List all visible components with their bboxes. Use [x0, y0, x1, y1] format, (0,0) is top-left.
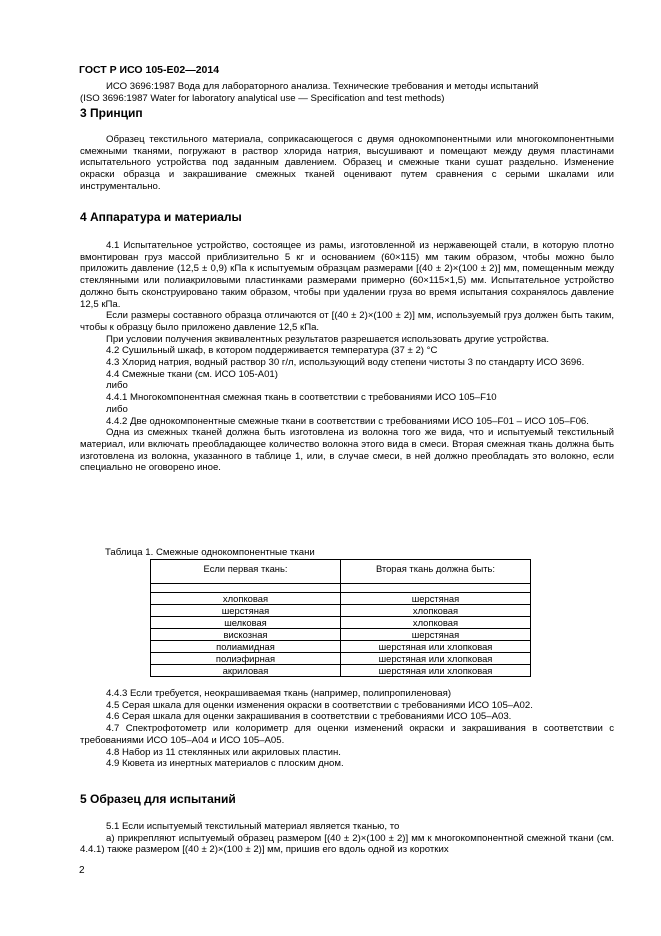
reference-line: ИСО 3696:1987 Вода для лабораторного анализа. Технические требования и методы испытаний — [106, 81, 539, 92]
table-cell: шерстяная — [341, 629, 531, 641]
table-cell: акриловая — [151, 665, 341, 677]
table-header-cell: Вторая ткань должна быть: — [341, 560, 531, 584]
table-cell: шерстяная или хлопковая — [341, 653, 531, 665]
table-row — [151, 641, 531, 653]
adjacent-fabrics-table — [150, 559, 531, 677]
table-row — [151, 653, 531, 665]
standard-header: ГОСТ Р ИСО 105-E02—2014 — [79, 64, 220, 76]
paragraph: 4.7 Спектрофотометр или колориметр для оценки изменений окраски и закрашивания в соответствии с требованиями ИСО 105–А04 и ИСО 105–А05. — [80, 723, 614, 746]
paragraph: 4.4 Смежные ткани (см. ИСО 105-А01) — [106, 368, 278, 380]
table-row — [151, 665, 531, 677]
paragraph: При условии получения эквивалентных результатов разрешается использовать другие устройства. — [106, 333, 550, 345]
paragraph: 4.3 Хлорид натрия, водный раствор 30 г/л, использующий воду степени чистоты 3 по стандарту ИСО 3696. — [106, 357, 585, 369]
paragraph: либо — [106, 380, 128, 392]
table-cell: шерстяная — [341, 593, 531, 605]
paragraph: Образец текстильного материала, соприкасающегося с двумя однокомпонентными или многокомпонентными смежными тканями, погружают в раствор хлорида натрия, высушивают и помещают между двумя пластинами испытательного устройства под заданным давлением. Образец и смежные ткани сушат раздельно. Изменение окраски образца и закрашивание смежных тканей оценивают путем сравнения с серыми шкалами или инструментально. — [80, 134, 614, 192]
table-caption: Таблица 1. Смежные однокомпонентные ткани — [105, 547, 315, 558]
section-title: 4 Аппаратура и материалы — [80, 210, 242, 224]
paragraph: Если размеры составного образца отличаются от [(40 ± 2)×(100 ± 2)] мм, используемый груз должен быть таким, чтобы к образцу было приложено давление 12,5 кПа. — [80, 310, 614, 333]
table-cell: шерстяная или хлопковая — [341, 641, 531, 653]
table-cell: полиамидная — [151, 641, 341, 653]
table-row — [151, 617, 531, 629]
section-4-continued — [80, 688, 614, 770]
paragraph: 4.5 Серая шкала для оценки изменения окраски в соответствии с требованиями ИСО 105–А02. — [106, 699, 533, 711]
table-row — [151, 605, 531, 617]
table-cell: хлопковая — [341, 605, 531, 617]
paragraph: 4.6 Серая шкала для оценки закрашивания в соответствии с требованиями ИСО 105–А03. — [106, 711, 512, 723]
paragraph: 4.4.3 Если требуется, неокрашиваемая ткань (например, полипропиленовая) — [106, 688, 452, 699]
section-title: 5 Образец для испытаний — [80, 792, 236, 806]
section-4 — [80, 212, 614, 224]
section-4-body — [80, 240, 614, 474]
paragraph: 4.1 Испытательное устройство, состоящее из рамы, изготовленной из нержавеющей стали, в которую плотно вмонтирован груз массой приблизительно 5 кг и основанием (60×115) мм таким образом, чтобы можно было приложить давление (12,5 ± 0,9) кПа к испытуемым образцам размерами [(40 ± 2)×(100 ± 2)] мм, помещенным между стеклянными или полиакриловыми пластинками размерами примерно (60×115×1,5) мм. Испытательное устройство должно быть сконструировано таким образом, чтобы при удалении груза во время испытания сохранялось давление 12,5 кПа. — [80, 240, 614, 310]
table-row — [151, 593, 531, 605]
paragraph: 5.1 Если испытуемый текстильный материал является тканью, то — [106, 821, 400, 832]
paragraph: 4.9 Кювета из инертных материалов с плоским дном. — [106, 758, 344, 770]
table-row — [151, 629, 531, 641]
table-cell: хлопковая — [151, 593, 341, 605]
section-title: 3 Принцип — [80, 106, 143, 120]
paragraph: 4.8 Набор из 11 стеклянных или акриловых пластин. — [106, 746, 341, 758]
paragraph: а) прикрепляют испытуемый образец размером [(40 ± 2)×(100 ± 2)] мм к многокомпонентной смежной ткани (см. 4.4.1) также размером [(40 ± 2)×(100 ± 2)] мм, пришив его вдоль одной из коротких — [80, 832, 614, 856]
section-3 — [80, 108, 614, 120]
table-cell: полиэфирная — [151, 653, 341, 665]
section-5 — [80, 794, 614, 806]
paragraph: 4.4.1 Многокомпонентная смежная ткань в соответствии с требованиями ИСО 105–F10 — [106, 392, 497, 404]
page-number: 2 — [79, 865, 85, 876]
paragraph: Одна из смежных тканей должна быть изготовлена из волокна того же вида, что и испытуемый текстильный материал, или включать преобладающее количество волокна этого вида в смеси. Вторая смежная ткань должна быть изготовлена из волокна, указанного в таблице 1, или, в случае смеси, в ней должно преобладать это волокно, если специально не оговорено иное. — [80, 427, 614, 474]
table-header-cell: Если первая ткань: — [151, 560, 341, 584]
paragraph: 4.4.2 Две однокомпонентные смежные ткани в соответствии с требованиями ИСО 105–F01 – ИСО 105–F06. — [106, 415, 589, 427]
paragraph: либо — [106, 403, 128, 415]
normative-references — [80, 81, 614, 104]
section-3-body — [80, 134, 614, 193]
table-cell: шерстяная или хлопковая — [341, 665, 531, 677]
reference-line: (ISO 3696:1987 Water for laboratory analytical use — Specification and test methods) — [80, 92, 445, 104]
table-cell: вискозная — [151, 629, 341, 641]
section-5-body — [80, 821, 614, 856]
table-cell: шелковая — [151, 617, 341, 629]
table-cell: хлопковая — [341, 617, 531, 629]
paragraph: 4.2 Сушильный шкаф, в котором поддерживается температура (37 ± 2) °С — [106, 345, 438, 357]
table-cell: шерстяная — [151, 605, 341, 617]
